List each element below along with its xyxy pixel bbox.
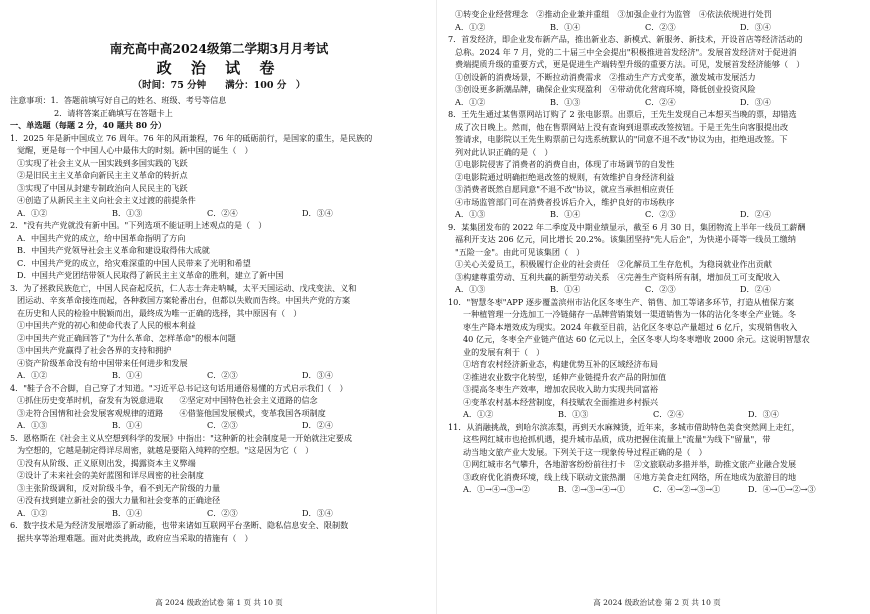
question-line: 为空想的，它越是制定得详尽周密，就越是要陷入纯粹的空想。"这是因为它（ ） bbox=[17, 445, 314, 455]
subject-title: 政 治 试 卷 bbox=[156, 59, 282, 77]
choice-line: ①转变企业经营理念 ②推动企业兼并重组 ③加强企业行为监管 ④依法依规进行处罚 bbox=[455, 9, 772, 19]
option-c: C．②③ bbox=[645, 21, 676, 32]
choice-line: ②推进农业数字化转型，延伸产业链提升农产品的附加值 bbox=[463, 371, 667, 382]
question-line: 11．从消融挑战，到哈尔滨冻梨，再到天水麻辣烫，近年来，多城市借助特色美食突然网上走红， bbox=[448, 421, 800, 432]
choice-line: ③中国共产党赢得了社会各界的支持和拥护 bbox=[17, 345, 172, 355]
option-d: D．④→①→②→③ bbox=[748, 484, 816, 494]
option-a: A．①② bbox=[455, 21, 486, 32]
page-footer: 高 2024 级政治试卷 第 1 页 共 10 页 bbox=[155, 598, 283, 607]
option-c: C．②③ bbox=[645, 209, 676, 219]
choice-line: ③消费者既然自愿同意"不退不改"协议，就应当承担相应责任 bbox=[455, 184, 674, 194]
question-line: 签请求，电影院以王先生购票前已勾选系统默认的"同意不退不改"协议为由，拒绝退改签。下 bbox=[455, 134, 788, 144]
question-line: 列对此认识正确的是（ ） bbox=[455, 146, 553, 157]
option-d: D．③④ bbox=[740, 21, 771, 32]
choice-line: ③实现了中国从封建专制政治向人民民主的飞跃 bbox=[17, 182, 188, 193]
option-d: D．②④ bbox=[302, 420, 333, 430]
question-line: 一种植管理一分选加工一冷链储存一品牌营销策划一渠道销售为一体的沾化冬枣全产业链。冬 bbox=[463, 309, 797, 319]
choice-line: C．中国共产党的成立，给灾难深重的中国人民带来了光明和希望 bbox=[17, 257, 251, 268]
choice-line: ④创造了从新民主主义向社会主义过渡的前提条件 bbox=[17, 195, 196, 205]
answer-options bbox=[448, 96, 866, 109]
option-a: A．①② bbox=[463, 409, 494, 419]
choice-line: ③构建尊重劳动、互利共赢的新型劳动关系 ④完善生产资料所有制，增加员工可支配收入 bbox=[455, 271, 781, 282]
option-d: D．③④ bbox=[302, 370, 333, 380]
answer-options bbox=[10, 369, 428, 382]
option-b: B．①④ bbox=[550, 21, 581, 32]
answer-options bbox=[10, 507, 428, 520]
choice-line: A．中国共产党的成立，给中国革命指明了方向 bbox=[17, 232, 186, 243]
option-d: D．③④ bbox=[740, 96, 771, 107]
question-line: 枣生产降本增效成为现实。2024 年截至目前，沾化区冬枣总产量超过 6 亿斤，实现销售收入 bbox=[463, 321, 798, 332]
choice-line: ①实现了社会主义从一国实践到多国实践的飞跃 bbox=[17, 157, 188, 168]
choice-line: ①创设新的消费场景，不断拉动消费需求 ②推动生产方式变革，激发城市发展活力 bbox=[455, 71, 756, 82]
choice-line: B．中国共产党领导社会主义革命和建设取得伟大成就 bbox=[17, 245, 210, 255]
option-b: B．①③ bbox=[550, 96, 581, 107]
option-c: C．②③ bbox=[645, 284, 676, 294]
option-c: C．②③ bbox=[207, 507, 238, 518]
choice-line: ①网红城市名气攀升，各地游客纷纷前往打卡 ②文旅联动多措并举，助推文旅产业融合发展 bbox=[463, 459, 797, 469]
choice-line: D．中国共产党团结带领人民取得了新民主主义革命的胜利，建立了新中国 bbox=[17, 270, 284, 280]
question-line: 这些网红城市也抢抓机遇，提升城市品质，成功把握住流量上"流量"为线下"留量"，带 bbox=[463, 434, 771, 444]
question-line: 在历史和人民的检验中脱颖而出，最终成为唯一正确的选择，其中原因有（ ） bbox=[17, 307, 302, 318]
choice-line: ②电影院通过明确拒绝退改签的规则，有效维护自身经济利益 bbox=[455, 171, 675, 182]
question-line: 40 亿元，冬枣全产业链产值达 60 亿元以上，全区冬枣人均冬枣增收 2000 余元。这说明智慧农 bbox=[463, 334, 810, 344]
choice-line: ④资产阶级革命没有给中国带来任何进步和发展 bbox=[17, 357, 188, 368]
option-c: C．④→②→③→① bbox=[653, 484, 721, 494]
choice-line: ④没有找到建立新社会的强大力量和社会变革的正确途径 bbox=[17, 495, 221, 505]
question-line: 1．2025 年是新中国成立 76 周年。76 年的风雨兼程，76 年的砥砺前行，是国家的重生，是民族的 bbox=[10, 132, 373, 143]
choice-line: ①培育农村经济新业态，构建优势互补的区域经济布局 bbox=[463, 359, 659, 369]
option-b: B．①③ bbox=[112, 207, 143, 218]
question-line: "五险一金"。由此可见该集团（ ） bbox=[455, 246, 585, 257]
option-b: B．②→③→④→① bbox=[558, 484, 626, 494]
exam-title: 南充高中高2024级第二学期3月月考试 bbox=[109, 41, 329, 56]
question-line: 2．"没有共产党就没有新中国。"下列选项不能证明上述观点的是（ ） bbox=[10, 220, 267, 230]
choice-line: ③主张阶级调和，反对阶级斗争，看不到无产阶级的力量 bbox=[17, 482, 221, 493]
choice-line: ③政府优化消费环境，线上线下联动文旅热潮 ④地方美食走红网络，所在地成为旅游目的地 bbox=[463, 471, 797, 482]
option-d: D．③④ bbox=[302, 507, 333, 518]
option-c: C．②④ bbox=[645, 96, 676, 107]
note-line: 2．请将答案正确填写在答题卡上 bbox=[54, 107, 173, 118]
answer-options bbox=[448, 483, 866, 496]
answer-options bbox=[10, 207, 428, 220]
question-line: 6．数字技术是为经济发展增添了新动能，也带来诸如互联网平台垄断、隐私信息安全、限制数 bbox=[10, 520, 349, 530]
question-line: 据共享等治理难题。面对此类挑战，政府应当采取的措施有（ ） bbox=[17, 532, 253, 543]
choice-line: ③创设更多新潮品牌，确保企业实现盈利 ④带动优化营商环境，降低创业投资风险 bbox=[455, 84, 756, 94]
choice-line: ①没有从阶级、正义原则出发，揭露资本主义弊端 bbox=[17, 457, 196, 468]
choice-line: ②是旧民主主义革命向新民主主义革命的转折点 bbox=[17, 170, 188, 180]
note-line: 注意事项：1．答题前填写好自己的姓名、班级、考号等信息 bbox=[10, 95, 227, 105]
answer-options bbox=[448, 283, 866, 296]
question-line: 9．某集团发布的 2022 年二季度及中期业绩显示，截至 6 月 30 日，集团物流上半年一线员工薪酬 bbox=[448, 221, 806, 232]
option-d: D．③④ bbox=[748, 409, 779, 419]
option-a: A．①② bbox=[17, 507, 48, 518]
choice-line: ②设计了未来社会的美好蓝图和详尽周密的社会制度 bbox=[17, 470, 204, 480]
choice-line: ①中国共产党的初心和使命代表了人民的根本利益 bbox=[17, 320, 196, 330]
choice-line: ③走符合国情和社会发展客观规律的道路 ④借鉴他国发展模式，变革我国各项制度 bbox=[17, 407, 326, 418]
exam-meta: （时间：75 分钟 满分：100 分 ） bbox=[132, 80, 306, 91]
answer-options bbox=[448, 208, 866, 221]
choice-line: ④变革农村基本经营制度，科技赋农全面推进乡村振兴 bbox=[463, 396, 659, 407]
left-column bbox=[10, 8, 428, 544]
section-heading: 一、单选题（每题 2 分，40 题共 80 分） bbox=[10, 120, 167, 130]
question-line: 5．恩格斯在《社会主义从空想到科学的发展》中指出："这种新的社会制度是一开始就注定要成 bbox=[10, 432, 353, 443]
option-c: C．②③ bbox=[207, 420, 238, 430]
answer-options bbox=[448, 21, 866, 34]
question-line: 福利开支达 206 亿元，同比增长 20.2%。该集团坚持"先人后企"，为快递小哥等一线员工缴纳 bbox=[455, 234, 796, 244]
option-b: B．①③ bbox=[558, 409, 589, 419]
question-line: 4．"鞋子合不合脚，自己穿了才知道。"习近平总书记这句话用通俗易懂的方式启示我们（ ） bbox=[10, 382, 348, 393]
option-d: D．③④ bbox=[302, 207, 333, 218]
option-b: B．①④ bbox=[112, 507, 143, 518]
option-c: C．②④ bbox=[653, 409, 684, 419]
option-c: C．②③ bbox=[207, 370, 238, 380]
option-a: A．①③ bbox=[455, 209, 486, 219]
question-line: 业的发展有利于（ ） bbox=[463, 346, 545, 357]
option-b: B．①④ bbox=[550, 209, 581, 219]
question-line: 7．首发经济，即企业发布新产品，推出新业态、新模式、新服务、新技术，开设首店等经济活动的 bbox=[448, 34, 803, 44]
question-line: 团运动、辛亥革命接连而起，各种救国方案轮番出台，但都以失败而告终。中国共产党的方案 bbox=[17, 295, 351, 305]
column-divider bbox=[436, 0, 437, 614]
answer-options bbox=[10, 419, 428, 432]
option-b: B．①④ bbox=[112, 420, 143, 430]
choice-line: ①抓住历史变革时机，奋发有为锐意进取 ②坚定对中国特色社会主义道路的信念 bbox=[17, 395, 318, 405]
question-line: 成了次日晚上。然而，他在售票网站上没有查询到退票或改签按钮。于是王先生向客服提出改 bbox=[455, 121, 789, 132]
option-a: A．①③ bbox=[17, 420, 48, 430]
answer-options bbox=[448, 408, 866, 421]
choice-line: ④市场监管部门可在消费者投诉后介入，维护良好的市场秩序 bbox=[455, 196, 675, 207]
option-a: A．①③ bbox=[455, 284, 486, 294]
option-b: B．①④ bbox=[550, 284, 581, 294]
option-d: D．②④ bbox=[740, 284, 771, 294]
option-a: A．①② bbox=[17, 207, 48, 218]
question-line: 10．"智慧冬枣"APP 逐步覆盖滨州市沾化区冬枣生产、销售、加工等诸多环节，打造从植保方案 bbox=[448, 296, 794, 307]
question-line: 总称。2024 年 7 月，党的二十届三中全会提出"积极推进首发经济"。发展首发经济对于促进消 bbox=[455, 46, 797, 57]
option-a: A．①② bbox=[455, 96, 486, 107]
question-line: 觉醒，更是每一个中国人心中最伟大的时刻。新中国的诞生（ ） bbox=[17, 145, 253, 155]
option-c: C．②④ bbox=[207, 207, 238, 218]
question-line: 3．为了拯救民族危亡，中国人民奋起反抗，仁人志士奔走呐喊，太平天国运动、戊戌变法、义和 bbox=[10, 282, 357, 293]
choice-line: ①关心关爱员工，积极履行企业的社会责任 ②化解员工生存危机，为稳岗就业作出贡献 bbox=[455, 259, 772, 269]
question-line: 费端提质升级的重要方式，更是促进生产端转型升级的重要方法。可见，发展首发经济能够（ ） bbox=[455, 59, 805, 69]
option-a: A．①② bbox=[17, 370, 48, 380]
option-d: D．②④ bbox=[740, 209, 771, 219]
choice-line: ③提高冬枣生产效率，增加农民收入助力实现共同富裕 bbox=[463, 384, 659, 394]
question-line: 动当地文旅产业大发展。下列关于这一现象传导过程正确的是（ ） bbox=[463, 446, 707, 457]
choice-line: ②中国共产党正确回答了"为什么革命、怎样革命"的根本问题 bbox=[17, 332, 236, 343]
option-a: A．①→④→③→② bbox=[463, 484, 530, 494]
choice-line: ①电影院侵害了消费者的消费自由，体现了市场调节的自发性 bbox=[455, 159, 675, 169]
right-column bbox=[448, 8, 866, 496]
option-b: B．①④ bbox=[112, 370, 143, 380]
question-line: 8．王先生通过某售票网站订购了 2 张电影票。出票后，王先生发现自己本想买当晚的票，却错选 bbox=[448, 109, 797, 119]
page-footer: 高 2024 级政治试卷 第 2 页 共 10 页 bbox=[593, 598, 721, 607]
